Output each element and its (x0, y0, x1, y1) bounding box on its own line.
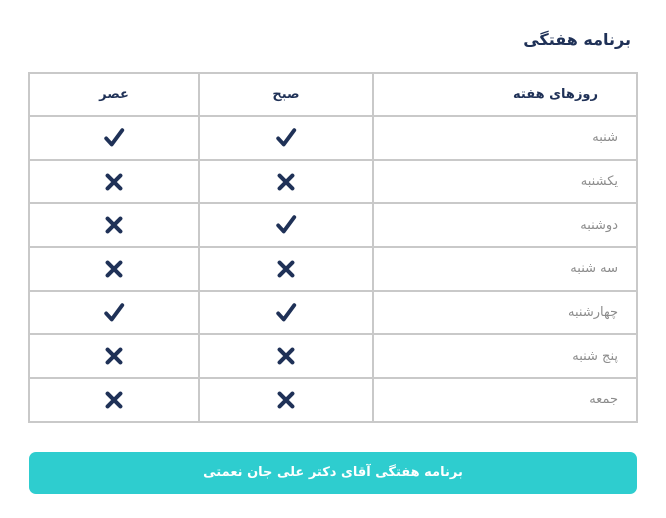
cross-icon (103, 345, 125, 367)
day-cell: شنبه (373, 116, 637, 160)
table-row (29, 378, 637, 422)
table-row (29, 247, 637, 291)
day-cell: جمعه (373, 378, 637, 422)
table-row (29, 160, 637, 204)
schedule-body (29, 116, 637, 422)
day-cell: سه شنبه (373, 247, 637, 291)
check-icon (103, 302, 125, 324)
cross-icon (275, 171, 297, 193)
day-cell: دوشنبه (373, 203, 637, 247)
cross-icon (103, 258, 125, 280)
check-icon (275, 302, 297, 324)
table-header-row (29, 73, 637, 116)
table-row (29, 291, 637, 335)
cross-icon (103, 214, 125, 236)
check-icon (275, 214, 297, 236)
cross-icon (275, 389, 297, 411)
morning-cell (199, 203, 373, 247)
morning-cell (199, 378, 373, 422)
afternoon-cell (29, 247, 199, 291)
page-title: برنامه هفتگی (523, 30, 631, 49)
header-day: روزهای هفته (373, 73, 637, 116)
morning-cell (199, 334, 373, 378)
check-icon (103, 127, 125, 149)
cross-icon (275, 345, 297, 367)
schedule-table (28, 72, 638, 423)
afternoon-cell (29, 116, 199, 160)
day-cell: چهارشنبه (373, 291, 637, 335)
morning-cell (199, 160, 373, 204)
day-cell: پنج شنبه (373, 334, 637, 378)
cross-icon (275, 258, 297, 280)
day-cell: یکشنبه (373, 160, 637, 204)
table-row (29, 203, 637, 247)
afternoon-cell (29, 334, 199, 378)
header-afternoon: عصر (29, 73, 199, 116)
morning-cell (199, 291, 373, 335)
cross-icon (103, 171, 125, 193)
weekly-schedule-button[interactable]: برنامه هفتگی آقای دکتر علی جان نعمتی (29, 452, 637, 494)
cross-icon (103, 389, 125, 411)
afternoon-cell (29, 291, 199, 335)
afternoon-cell (29, 378, 199, 422)
check-icon (275, 127, 297, 149)
morning-cell (199, 116, 373, 160)
table-row (29, 334, 637, 378)
afternoon-cell (29, 203, 199, 247)
morning-cell (199, 247, 373, 291)
header-morning: صبح (199, 73, 373, 116)
afternoon-cell (29, 160, 199, 204)
table-row (29, 116, 637, 160)
